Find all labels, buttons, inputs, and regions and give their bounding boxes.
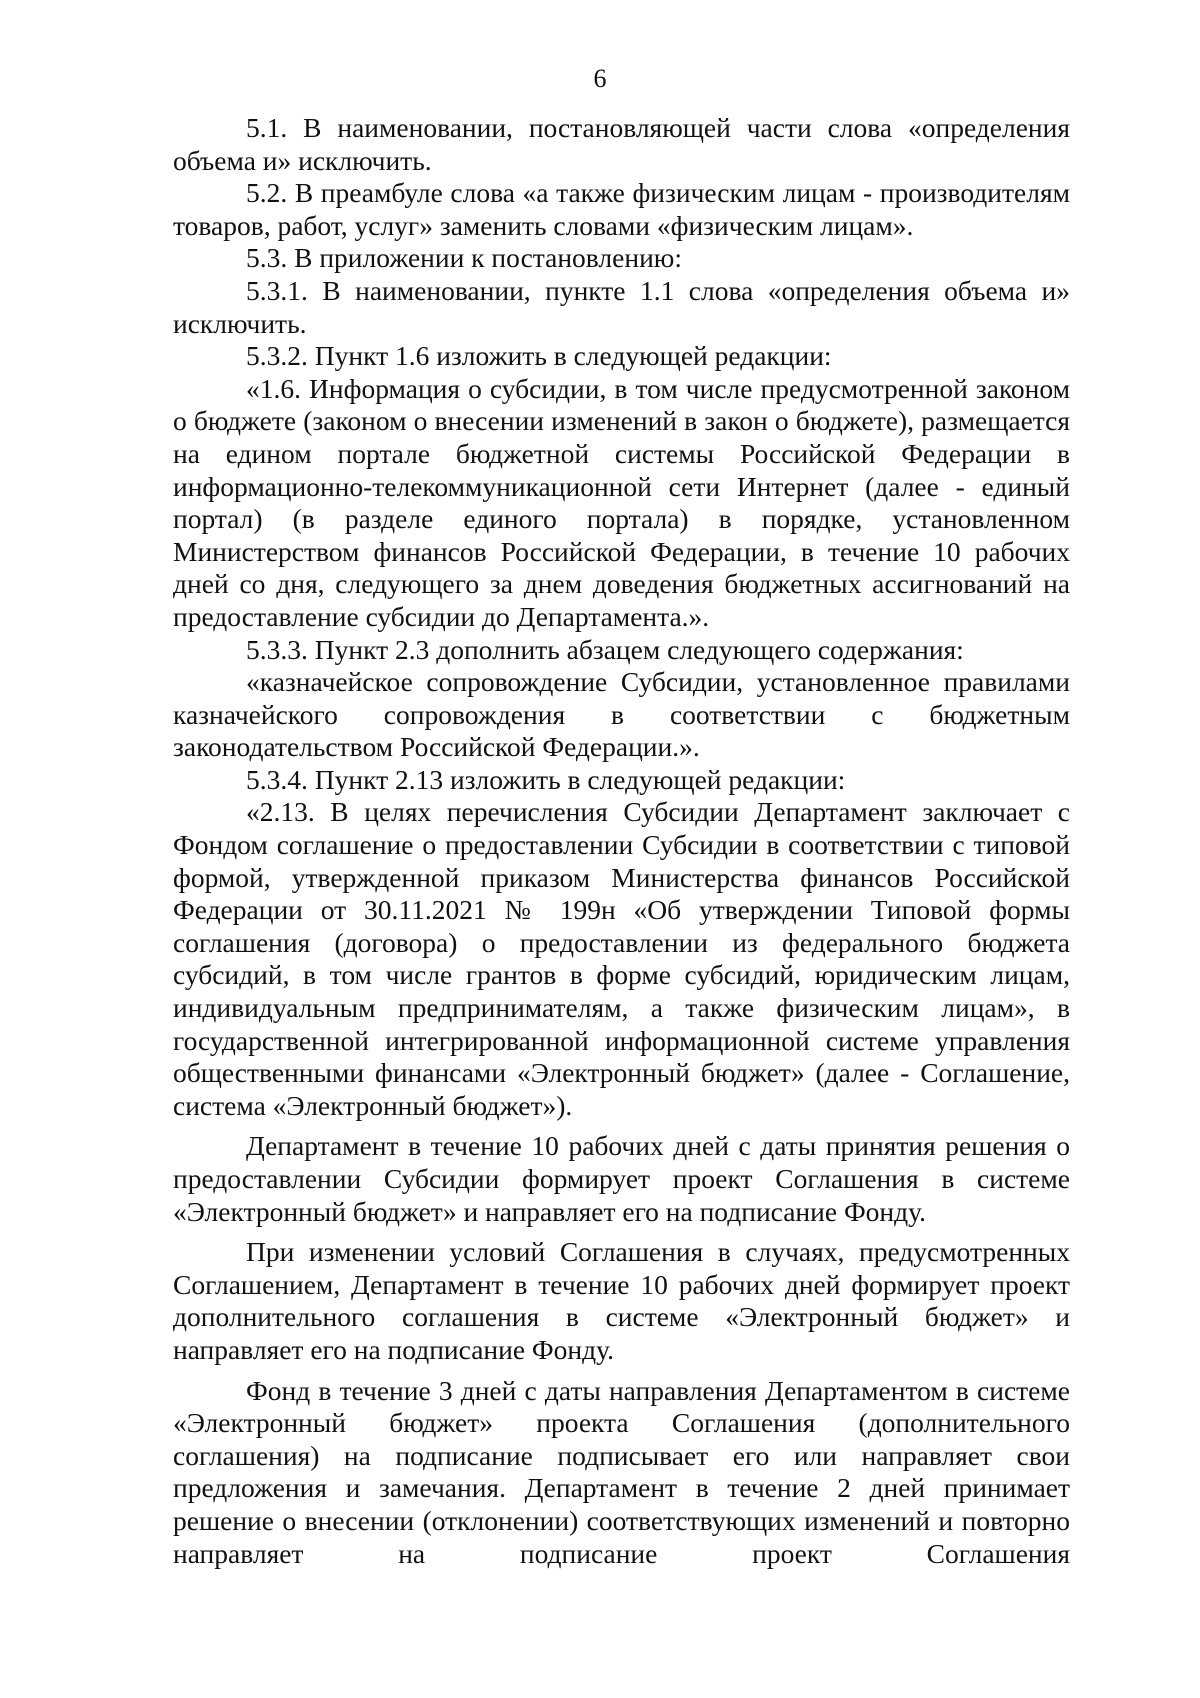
paragraph-agreement-changes: При изменении условий Соглашения в случаях, предусмотренных Соглашением, Департамент в течение 10 рабочих дней формирует проект дополнительного соглашения в системе «Электронный бюджет» и направляет его на подписание Фонду. [173,1236,1070,1365]
page-number: 6 [593,64,607,93]
paragraph-1-6-quote: «1.6. Информация о субсидии, в том числе предусмотренной законом о бюджете (законом о внесении изменений в закон о бюджете), размещается на едином портале бюджетной системы Российской Федерации в информационно-телекоммуникационной сети Интернет (далее - единый портал) (в разделе единого портала) в порядке, установленном Министерством финансов Российской Федерации, в течение 10 рабочих дней со дня, следующего за днем доведения бюджетных ассигнований на предоставление субсидии до Департамента.». [173,372,1070,632]
paragraph-5-1: 5.1. В наименовании, постановляющей части слова «определения объема и» исключить. [173,112,1070,176]
paragraph-5-2: 5.2. В преамбуле слова «а также физическим лицам - производителям товаров, работ, услуг» заменить словами «физическим лицам». [173,177,1070,241]
paragraph-fund-signing: Фонд в течение 3 дней с даты направления Департаментом в системе «Электронный бюджет» проекта Соглашения (дополнительного соглашения) на подписание подписывает его или направляет свои предложения и замечания. Департамент в течение 2 дней принимает решение о внесении (отклонении) соответствующих изменений и повторно направляет на подписание проект Соглашения [173,1374,1070,1569]
paragraph-2-13-quote: «2.13. В целях перечисления Субсидии Департамент заключает с Фондом соглашение о предоставлении Субсидии в соответствии с типовой формой, утвержденной приказом Министерства финансов Российской Федерации от 30.11.2021 № 199н «Об утверждении Типовой формы соглашения (договора) о предоставлении из федерального бюджета субсидий, в том числе грантов в форме субсидий, юридическим лицам, индивидуальным предпринимателям, а также физическим лицам», в государственной интегрированной информационной системе управления общественными финансами «Электронный бюджет» (далее - Соглашение, система «Электронный бюджет»). [173,796,1070,1121]
paragraph-5-3-4: 5.3.4. Пункт 2.13 изложить в следующей редакции: [246,763,846,795]
paragraph-5-3-3: 5.3.3. Пункт 2.3 дополнить абзацем следующего содержания: [246,633,964,665]
document-body [173,112,1070,1570]
paragraph-department-agreement: Департамент в течение 10 рабочих дней с даты принятия решения о предоставлении Субсидии формирует проект Соглашения в системе «Электронный бюджет» и направляет его на подписание Фонду. [173,1130,1070,1227]
paragraph-5-3-1: 5.3.1. В наименовании, пункте 1.1 слова «определения объема и» исключить. [173,274,1070,339]
paragraph-5-3-2: 5.3.2. Пункт 1.6 изложить в следующей редакции: [246,340,832,372]
paragraph-2-3-addition: «казначейское сопровождение Субсидии, установленное правилами казначейского сопровождения в соответствии с бюджетным законодательством Российской Федерации.». [173,666,1070,763]
paragraph-5-3: 5.3. В приложении к постановлению: [246,242,682,274]
